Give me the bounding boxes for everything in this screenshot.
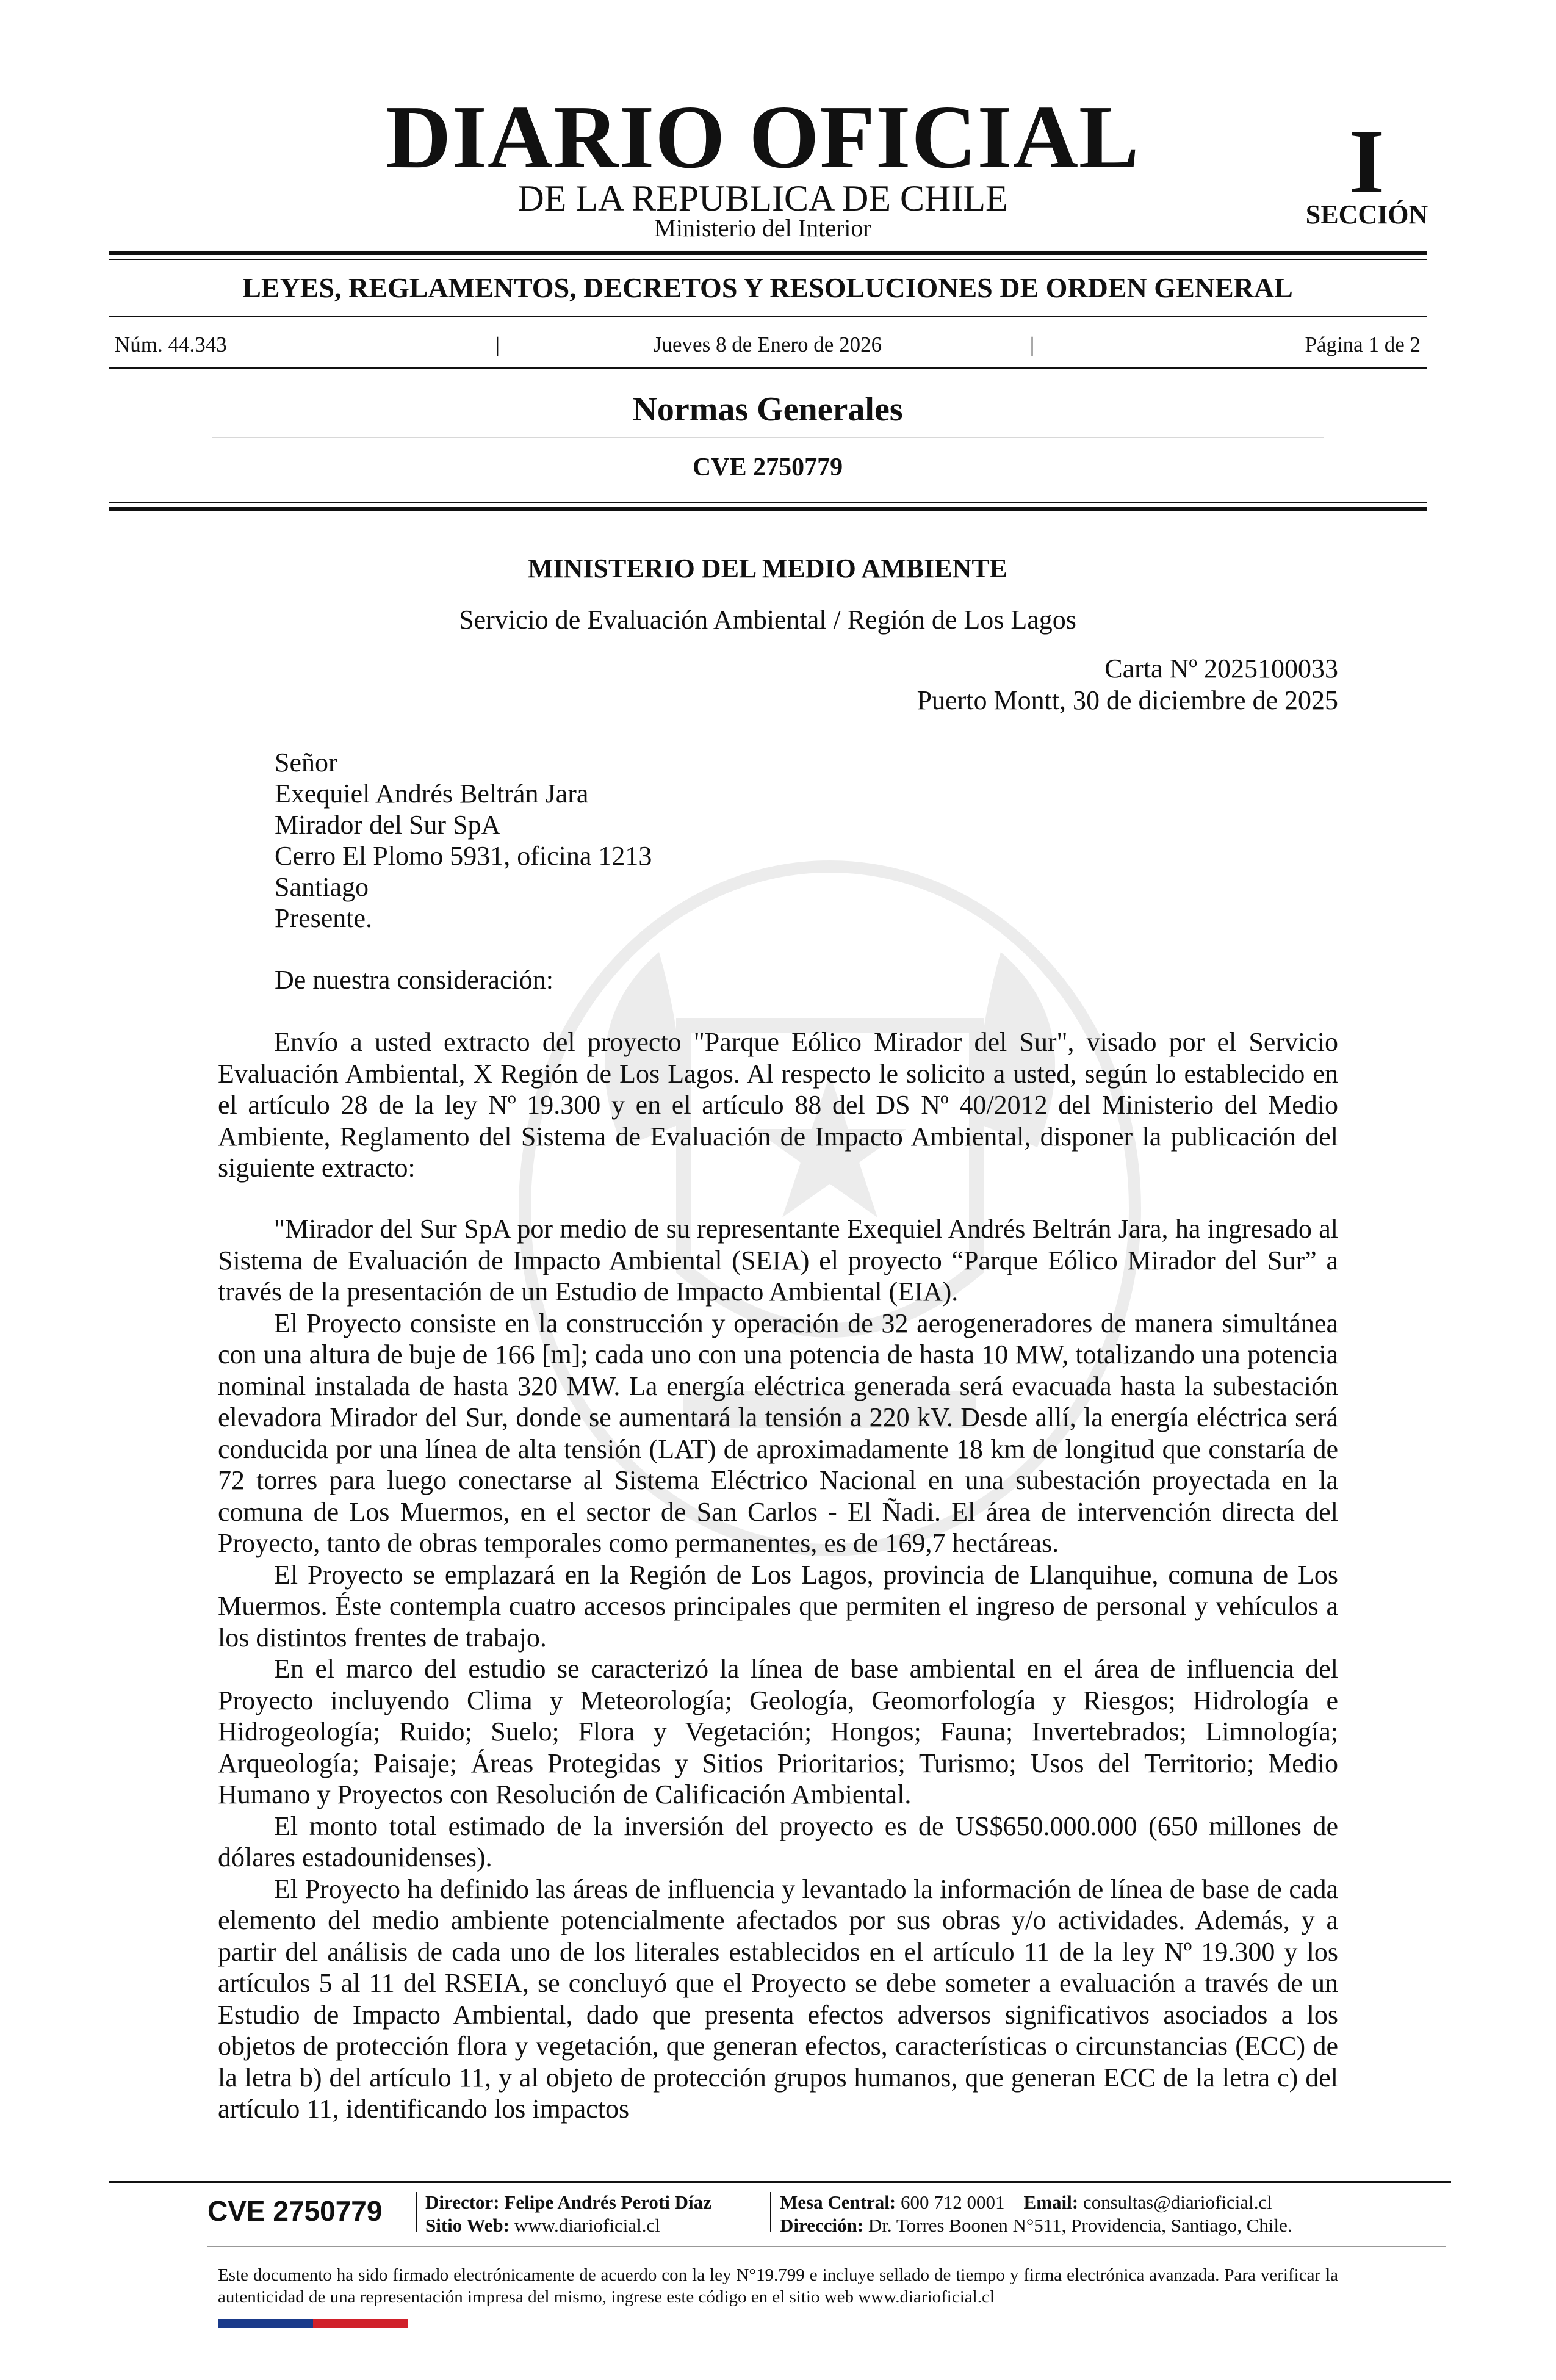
director-label: Director: — [425, 2191, 500, 2213]
extract-paragraph: "Mirador del Sur SpA por medio de su representante Exequiel Andrés Beltrán Jara, ha ingresado al Sistema de Evaluación de Impacto Ambiental (SEIA) el proyecto “Parque Eólico Mirador del Sur” a través de la presentación de un Estudio de Impacto Ambiental (EIA). — [218, 1214, 1338, 1307]
issue-separator: | — [1030, 333, 1035, 356]
phone-label: Mesa Central: — [780, 2191, 896, 2213]
organization-heading: MINISTERIO DEL MEDIO AMBIENTE — [527, 554, 1008, 583]
flag-stripe-blue — [218, 2319, 313, 2328]
footer-disclaimer: Este documento ha sido firmado electrónicamente de acuerdo con la ley N°19.799 e incluye sellado de tiempo y firma electrónica avanzada. Para verificar la autenticidad de una representación impresa del mismo, ingrese este código en el sitio web www.diarioficial.cl — [218, 2265, 1338, 2307]
footer-rule-top — [109, 2181, 1451, 2183]
footer-cve-code: CVE 2750779 — [207, 2195, 383, 2227]
masthead-subtitle: DE LA REPUBLICA DE CHILE — [517, 178, 1008, 218]
masthead-rule-thin — [109, 259, 1427, 260]
addressee-line: Señor — [275, 748, 337, 777]
addressee-line: Mirador del Sur SpA — [275, 810, 501, 840]
issue-separator: | — [495, 333, 500, 356]
extract-paragraph: En el marco del estudio se caracterizó la línea de base ambiental en el área de influencia del Proyecto incluyendo Clima y Meteorología; Geología, Geomorfología y Riesgos; Hidrología e Hidrogeología; Ruido; Suelo; Flora y Vegetación; Hongos; Fauna; Invertebrados; Limnología; Arqueología; Paisaje; Áreas Protegidas y Sitios Prioritarios; Turismo; Usos del Territorio; Medio Humano y Proyectos con Resolución de Calificación Ambiental. — [218, 1654, 1338, 1809]
issue-page: Página 1 de 2 — [1305, 333, 1421, 356]
section-label: SECCIÓN — [1305, 200, 1428, 229]
masthead-rule-thick — [109, 251, 1427, 255]
category-rule — [109, 316, 1427, 317]
salutation: De nuestra consideración: — [275, 965, 553, 995]
issue-number: Núm. 44.343 — [115, 333, 227, 356]
footer-rule-bottom — [207, 2246, 1446, 2247]
footer-divider — [770, 2192, 771, 2232]
addressee-line: Santiago — [275, 872, 369, 902]
address-label: Dirección: — [780, 2215, 864, 2236]
cve-code: CVE 2750779 — [692, 453, 843, 481]
section-title-rule — [212, 437, 1324, 438]
website-label: Sitio Web: — [425, 2215, 510, 2236]
extract-paragraph: El Proyecto consiste en la construcción y operación de 32 aerogeneradores de manera simultánea con una altura de buje de 166 [m]; cada uno con una potencia de hasta 10 MW, totalizando una potencia nominal instalada de hasta 320 MW. La energía eléctrica generada será evacuada hasta la subestación elevadora Mirador del Sur, donde se aumentará la tensión a 220 kV. Desde allí, la energía eléctrica será conducida por una línea de alta tensión (LAT) de aproximadamente 18 km de longitud que constaría de 72 torres para luego conectarse al Sistema Eléctrico Nacional en una subestación proyectada en la comuna de Los Muermos, en el sector de San Carlos - El Ñadi. El área de intervención directa del Proyecto, tanto de obras temporales como permanentes, es de 169,7 hectáreas. — [218, 1308, 1338, 1558]
footer-website — [425, 2214, 660, 2237]
footer-divider — [416, 2192, 417, 2232]
addressee-line: Presente. — [275, 903, 373, 933]
website-link[interactable]: www.diarioficial.cl — [514, 2215, 660, 2236]
email-label: Email: — [1023, 2191, 1079, 2213]
extract-block — [218, 1213, 1338, 2125]
header-rule-thin — [109, 502, 1427, 503]
section-title: Normas Generales — [632, 391, 903, 428]
issue-rule — [109, 367, 1427, 369]
masthead-title: DIARIO OFICIAL — [386, 87, 1140, 187]
address-value: Dr. Torres Boonen N°511, Providencia, Santiago, Chile. — [868, 2215, 1292, 2236]
intro-paragraph — [218, 1026, 1338, 1184]
category-heading: LEYES, REGLAMENTOS, DECRETOS Y RESOLUCIONES DE ORDEN GENERAL — [242, 272, 1293, 303]
header-rule-thick — [109, 507, 1427, 511]
extract-paragraph: El Proyecto ha definido las áreas de influencia y levantado la información de línea de base de cada elemento del medio ambiente potencialmente afectados por sus obras y/o actividades. Además, y a partir del análisis de cada uno de los literales establecidos en el artículo 11 de la ley Nº 19.300 y los artículos 5 al 11 del RSEIA, se concluyó que el Proyecto se debe someter a evaluación a través de un Estudio de Impacto Ambiental, dado que presenta efectos adversos significativos asociados a los objetos de protección flora y vegetación, que generan efectos, características o circunstancias (ECC) de la letra b) del artículo 11, y al objeto de protección grupos humanos, que generan ECC de la letra c) del artículo 11, identificando los impactos — [218, 1873, 1338, 2124]
footer-phone-email — [780, 2191, 1272, 2214]
extract-paragraph: El Proyecto se emplazará en la Región de Los Lagos, provincia de Llanquihue, comuna de Los Muermos. Éste contempla cuatro accesos principales que permiten el ingreso de personal y vehículos a los distintos frentes de trabajo. — [218, 1559, 1338, 1653]
email-link[interactable]: consultas@diarioficial.cl — [1082, 2191, 1272, 2213]
issue-date: Jueves 8 de Enero de 2026 — [653, 333, 882, 356]
intro-text: Envío a usted extracto del proyecto "Parque Eólico Mirador del Sur", visado por el Servicio Evaluación Ambiental, X Región de Los Lagos. Al respecto le solicito a usted, según lo establecido en el artículo 28 de la ley Nº 19.300 y en el artículo 88 del DS Nº 40/2012 del Ministerio del Medio Ambiente, Reglamento del Sistema de Evaluación de Impacto Ambiental, disponer la publicación del siguiente extracto: — [218, 1027, 1338, 1183]
service-subheading: Servicio de Evaluación Ambiental / Región de Los Lagos — [459, 605, 1076, 635]
footer-address — [780, 2214, 1292, 2237]
footer-director — [425, 2191, 711, 2214]
director-value: Felipe Andrés Peroti Díaz — [504, 2191, 711, 2213]
addressee-line: Cerro El Plomo 5931, oficina 1213 — [275, 841, 652, 871]
masthead-ministry: Ministerio del Interior — [654, 214, 871, 242]
letter-number: Carta Nº 2025100033 — [1104, 654, 1338, 683]
extract-paragraph: El monto total estimado de la inversión del proyecto es de US$650.000.000 (650 millones de dólares estadounidenses). — [218, 1811, 1338, 1872]
addressee-line: Exequiel Andrés Beltrán Jara — [275, 779, 589, 809]
section-number: I — [1349, 111, 1385, 212]
phone-value: 600 712 0001 — [901, 2191, 1005, 2213]
flag-stripe-red — [313, 2319, 408, 2328]
place-date: Puerto Montt, 30 de diciembre de 2025 — [917, 685, 1338, 715]
